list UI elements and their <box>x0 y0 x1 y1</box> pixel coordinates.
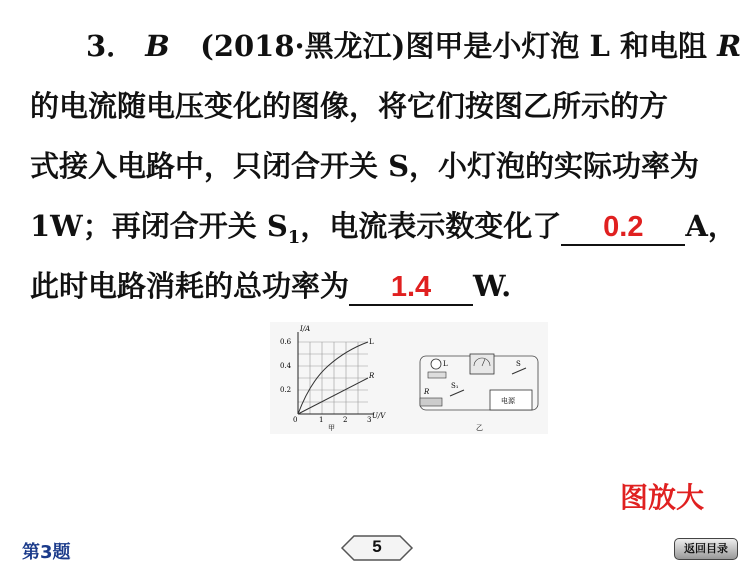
curve-L-label: L <box>369 338 374 346</box>
x-tick-3: 3 <box>367 416 372 424</box>
question-line-3: 式接入电路中，只闭合开关 S，小灯泡的实际功率为 <box>30 149 700 183</box>
curve-R-label: R <box>369 372 375 380</box>
y-tick-04: 0.4 <box>280 362 292 370</box>
answer-letter: B <box>145 29 170 63</box>
x-tick-0: 0 <box>293 416 298 424</box>
question-line-2: 的电流随电压变化的图像，将它们按图乙所示的方 <box>30 89 669 123</box>
switch-subscript: 1 <box>287 226 301 248</box>
switch1-label: S₁ <box>451 382 459 390</box>
resistor-icon <box>420 398 442 406</box>
unit-watt: W. <box>473 269 512 303</box>
question-source: (2018·黑龙江) <box>200 29 406 63</box>
y-axis-label: I/A <box>300 325 311 333</box>
page-indicator <box>340 534 414 562</box>
page-number: 5 <box>372 537 382 556</box>
answer-blank-1: 0.2 <box>561 210 685 246</box>
back-to-contents-button[interactable]: 返回目录 <box>674 538 738 560</box>
question-label: 第3题 <box>22 542 71 563</box>
x-axis-label: U/V <box>372 412 386 420</box>
lamp-icon <box>431 359 441 369</box>
question-text-1a: 图甲是小灯泡 L 和电阻 <box>405 29 718 63</box>
question-text-4a: 1W；再闭合开关 S <box>30 209 288 243</box>
circuit-caption: 乙 <box>476 424 483 432</box>
graph-caption: 甲 <box>328 424 335 432</box>
question-number: 3． <box>86 29 136 63</box>
x-tick-2: 2 <box>343 416 348 424</box>
ammeter-icon <box>470 354 494 374</box>
question-line-4 <box>30 206 737 258</box>
question-line-5 <box>30 266 511 306</box>
y-tick-06: 0.6 <box>280 338 292 346</box>
y-tick-02: 0.2 <box>280 386 292 394</box>
x-tick-1: 1 <box>319 416 324 424</box>
question-text-4b: ，电流表示数变化了 <box>300 209 562 243</box>
question-figure[interactable] <box>270 322 548 434</box>
unit-ampere: A， <box>685 209 737 243</box>
power-label: 电源 <box>501 397 515 405</box>
enlarge-figure-button[interactable]: 图放大 <box>620 481 705 514</box>
question-line-1 <box>86 26 741 66</box>
resistor-label: R <box>424 388 430 396</box>
answer-blank-2: 1.4 <box>349 270 473 306</box>
question-text-1b: R <box>717 29 742 63</box>
lamp-label: L <box>443 360 448 368</box>
switch-label: S <box>516 360 521 368</box>
question-text-5a: 此时电路消耗的总功率为 <box>30 269 350 303</box>
